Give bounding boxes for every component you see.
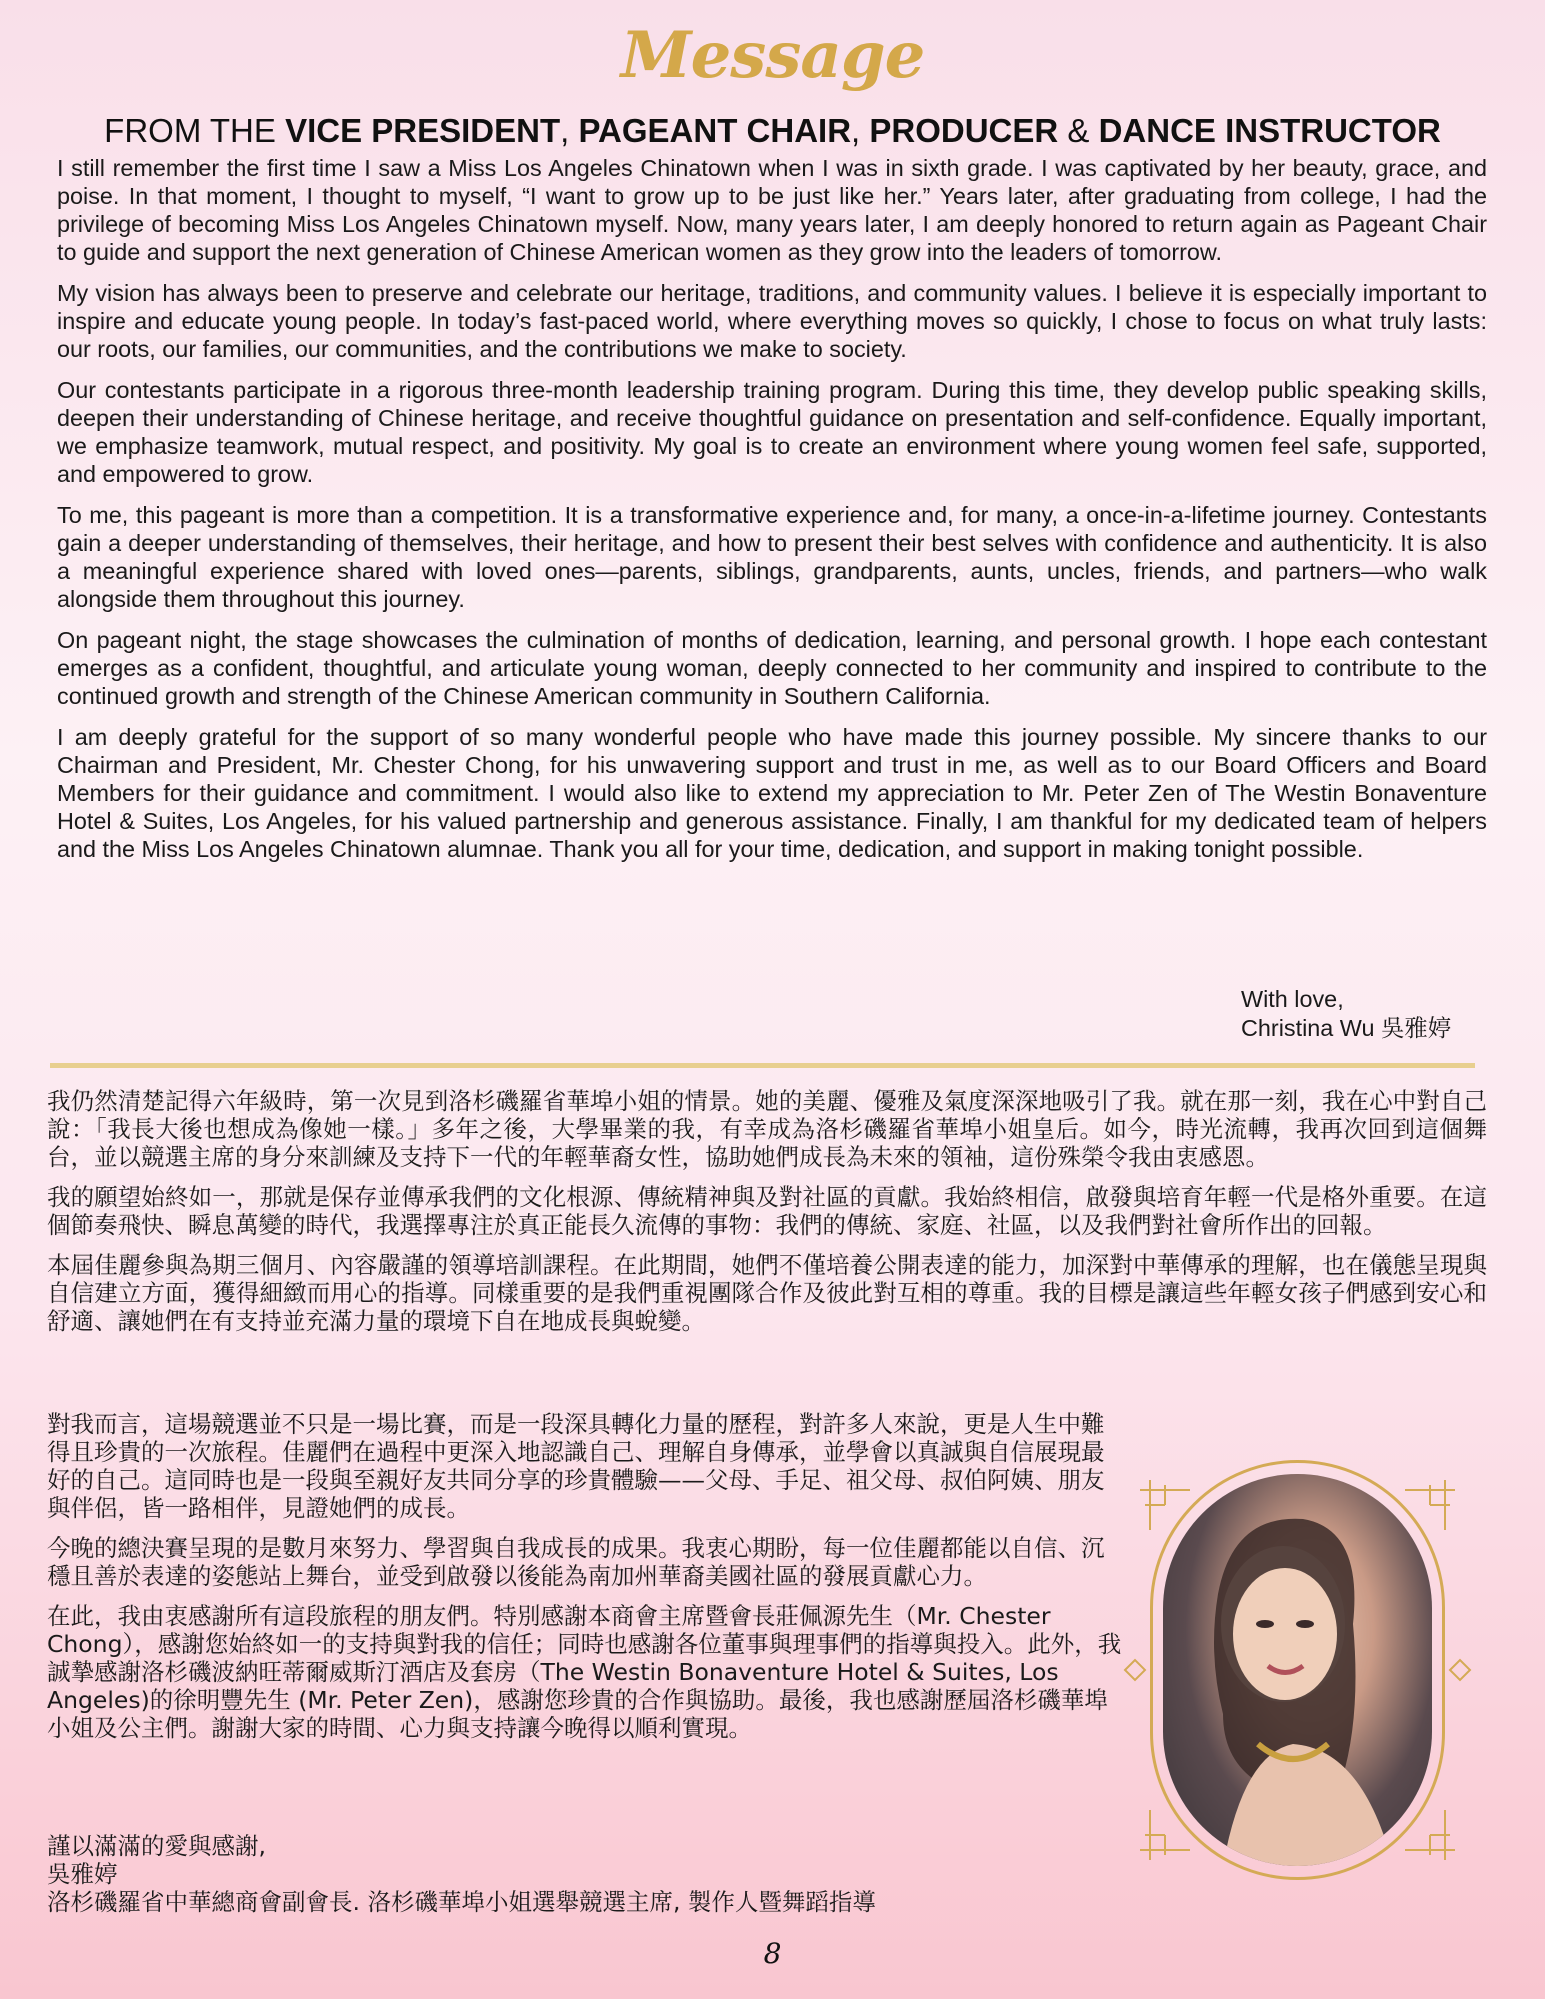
heading-prefix: FROM THE	[104, 112, 286, 149]
english-paragraph: I am deeply grateful for the support of so many wonderful people who have made this journey possible. My sincere thanks to our Chairman and President, Mr. Chester Chong, for his unwavering support and trust in me, as well as to our Board Officers and Board Members for their guidance and commitment. I would also like to extend my appreciation to Mr. Peter Zen of The Westin Bonaventure Hotel & Suites, Los Angeles, for his valued partnership and generous assistance. Finally, I am thankful for my dedicated team of helpers and the Miss Los Angeles Chinatown alumnae. Thank you all for your time, dedication, and support in making tonight possible.	[57, 724, 1487, 862]
heading-role-pageant-chair: PAGEANT CHAIR	[578, 112, 852, 149]
chinese-message-bottom	[47, 1410, 1127, 1754]
woman-portrait-icon	[1163, 1474, 1432, 1866]
english-closing: With love,	[1241, 986, 1344, 1012]
message-script-title: Message	[620, 18, 925, 93]
chinese-paragraph: 在此，我由衷感謝所有這段旅程的朋友們。特別感謝本商會主席暨會長莊佩源先生（Mr. Chester Chong），感謝您始終如一的支持與對我的信任；同時也感謝各位董事與理事們的指導與投入。此外，我誠摯感謝洛杉磯波納旺蒂爾威斯汀酒店及套房（The Westin Bonaventure Hotel & Suites, Los Angeles)的徐明豐先生 (Mr. Peter Zen)，感謝您珍貴的合作與協助。最後，我也感謝歷屆洛杉磯華埠小姐及公主們。謝謝大家的時間、心力與支持讓今晚得以順利實現。	[47, 1602, 1122, 1742]
page-number: 8	[763, 1937, 782, 1970]
english-paragraph: My vision has always been to preserve and celebrate our heritage, traditions, and community values. I believe it is especially important to inspire and educate young people. In today’s fast-paced world, where everything moves so quickly, I chose to focus on what truly lasts: our roots, our families, our communities, and the contributions we make to society.	[57, 280, 1487, 362]
chinese-paragraph: 本屆佳麗參與為期三個月、內容嚴謹的領導培訓課程。在此期間，她們不僅培養公開表達的能力，加深對中華傳承的理解，也在儀態呈現與自信建立方面，獲得細緻而用心的指導。同樣重要的是我們重視團隊合作及彼此對互相的尊重。我的目標是讓這些年輕女孩子們感到安心和舒適、讓她們在有支持並充滿力量的環境下自在地成長與蛻變。	[47, 1251, 1487, 1335]
chinese-signoff	[47, 1832, 876, 1916]
chinese-paragraph: 對我而言，這場競選並不只是一場比賽，而是一段深具轉化力量的歷程，對許多人來說，更是人生中難得且珍貴的一次旅程。佳麗們在過程中更深入地認識自己、理解自身傳承，並學會以真誠與自信展現最好的自己。這同時也是一段與至親好友共同分享的珍貴體驗——父母、手足、祖父母、叔伯阿姨、朋友與伴侶，皆一路相伴，見證她們的成長。	[47, 1410, 1105, 1522]
heading-role-producer: PRODUCER	[869, 112, 1059, 149]
english-message	[57, 154, 1487, 876]
chinese-paragraph: 今晚的總決賽呈現的是數月來努力、學習與自我成長的成果。我衷心期盼，每一位佳麗都能以自信、沉穩且善於表達的姿態站上舞台，並受到啟發以後能為南加州華裔美國社區的發展貢獻心力。	[47, 1534, 1105, 1590]
english-paragraph: I still remember the first time I saw a Miss Los Angeles Chinatown when I was in sixth grade. I was captivated by her beauty, grace, and poise. In that moment, I thought to myself, “I want to grow up to be just like her.” Years later, after graduating from college, I had the privilege of becoming Miss Los Angeles Chinatown myself. Now, many years later, I am deeply honored to return again as Pageant Chair to guide and support the next generation of Chinese American women as they grow into the leaders of tomorrow.	[57, 155, 1487, 265]
english-paragraph: On pageant night, the stage showcases the culmination of months of dedication, learning, and personal growth. I hope each contestant emerges as a confident, thoughtful, and articulate young woman, deeply connected to her community and inspired to contribute to the continued growth and strength of the Chinese American community in Southern California.	[57, 627, 1487, 709]
chinese-paragraph: 我仍然清楚記得六年級時，第一次見到洛杉磯羅省華埠小姐的情景。她的美麗、優雅及氣度深深地吸引了我。就在那一刻，我在心中對自己說：「我長大後也想成為像她一樣。」多年之後，大學畢業的我，有幸成為洛杉磯羅省華埠小姐皇后。如今，時光流轉，我再次回到這個舞台，並以競選主席的身分來訓練及支持下一代的年輕華裔女性，協助她們成長為未來的領袖，這份殊榮令我由衷感恩。	[47, 1087, 1487, 1171]
chinese-closing: 謹以滿滿的愛與感謝,	[47, 1832, 266, 1860]
chinese-name: 吳雅婷	[47, 1860, 118, 1888]
english-paragraph: To me, this pageant is more than a competition. It is a transformative experience and, for many, a once-in-a-lifetime journey. Contestants gain a deeper understanding of themselves, their heritage, and how to present their best selves with confidence and authenticity. It is also a meaningful experience shared with loved ones—parents, siblings, grandparents, aunts, uncles, friends, and partners—who walk alongside them throughout this journey.	[57, 502, 1487, 612]
heading-sep: ,	[851, 112, 870, 149]
english-signoff	[1241, 985, 1451, 1043]
heading-role-vice-president: VICE PRESIDENT	[285, 112, 561, 149]
portrait-photo	[1163, 1474, 1432, 1866]
chinese-message-top	[47, 1087, 1487, 1347]
english-paragraph: Our contestants participate in a rigorous three-month leadership training program. During this time, they develop public speaking skills, deepen their understanding of Chinese heritage, and receive thoughtful guidance on presentation and self-confidence. Equally important, we emphasize teamwork, mutual respect, and positivity. My goal is to create an environment where young women feel safe, supported, and empowered to grow.	[57, 377, 1487, 487]
heading-role-dance-instructor: DANCE INSTRUCTOR	[1098, 112, 1441, 149]
section-divider	[50, 1063, 1475, 1068]
chinese-paragraph: 我的願望始終如一，那就是保存並傳承我們的文化根源、傳統精神與及對社區的貢獻。我始終相信，啟發與培育年輕一代是格外重要。在這個節奏飛快、瞬息萬變的時代，我選擇專注於真正能長久流傳的事物：我們的傳統、家庭、社區，以及我們對社會所作出的回報。	[47, 1183, 1487, 1239]
heading-sep: &	[1058, 112, 1099, 149]
english-signature: Christina Wu 吳雅婷	[1241, 1015, 1452, 1041]
portrait	[1120, 1460, 1475, 1880]
chinese-titles: 洛杉磯羅省中華總商會副會長. 洛杉磯華埠小姐選舉競選主席, 製作人暨舞蹈指導	[47, 1888, 876, 1916]
page-heading	[40, 112, 1505, 150]
heading-sep: ,	[560, 112, 579, 149]
